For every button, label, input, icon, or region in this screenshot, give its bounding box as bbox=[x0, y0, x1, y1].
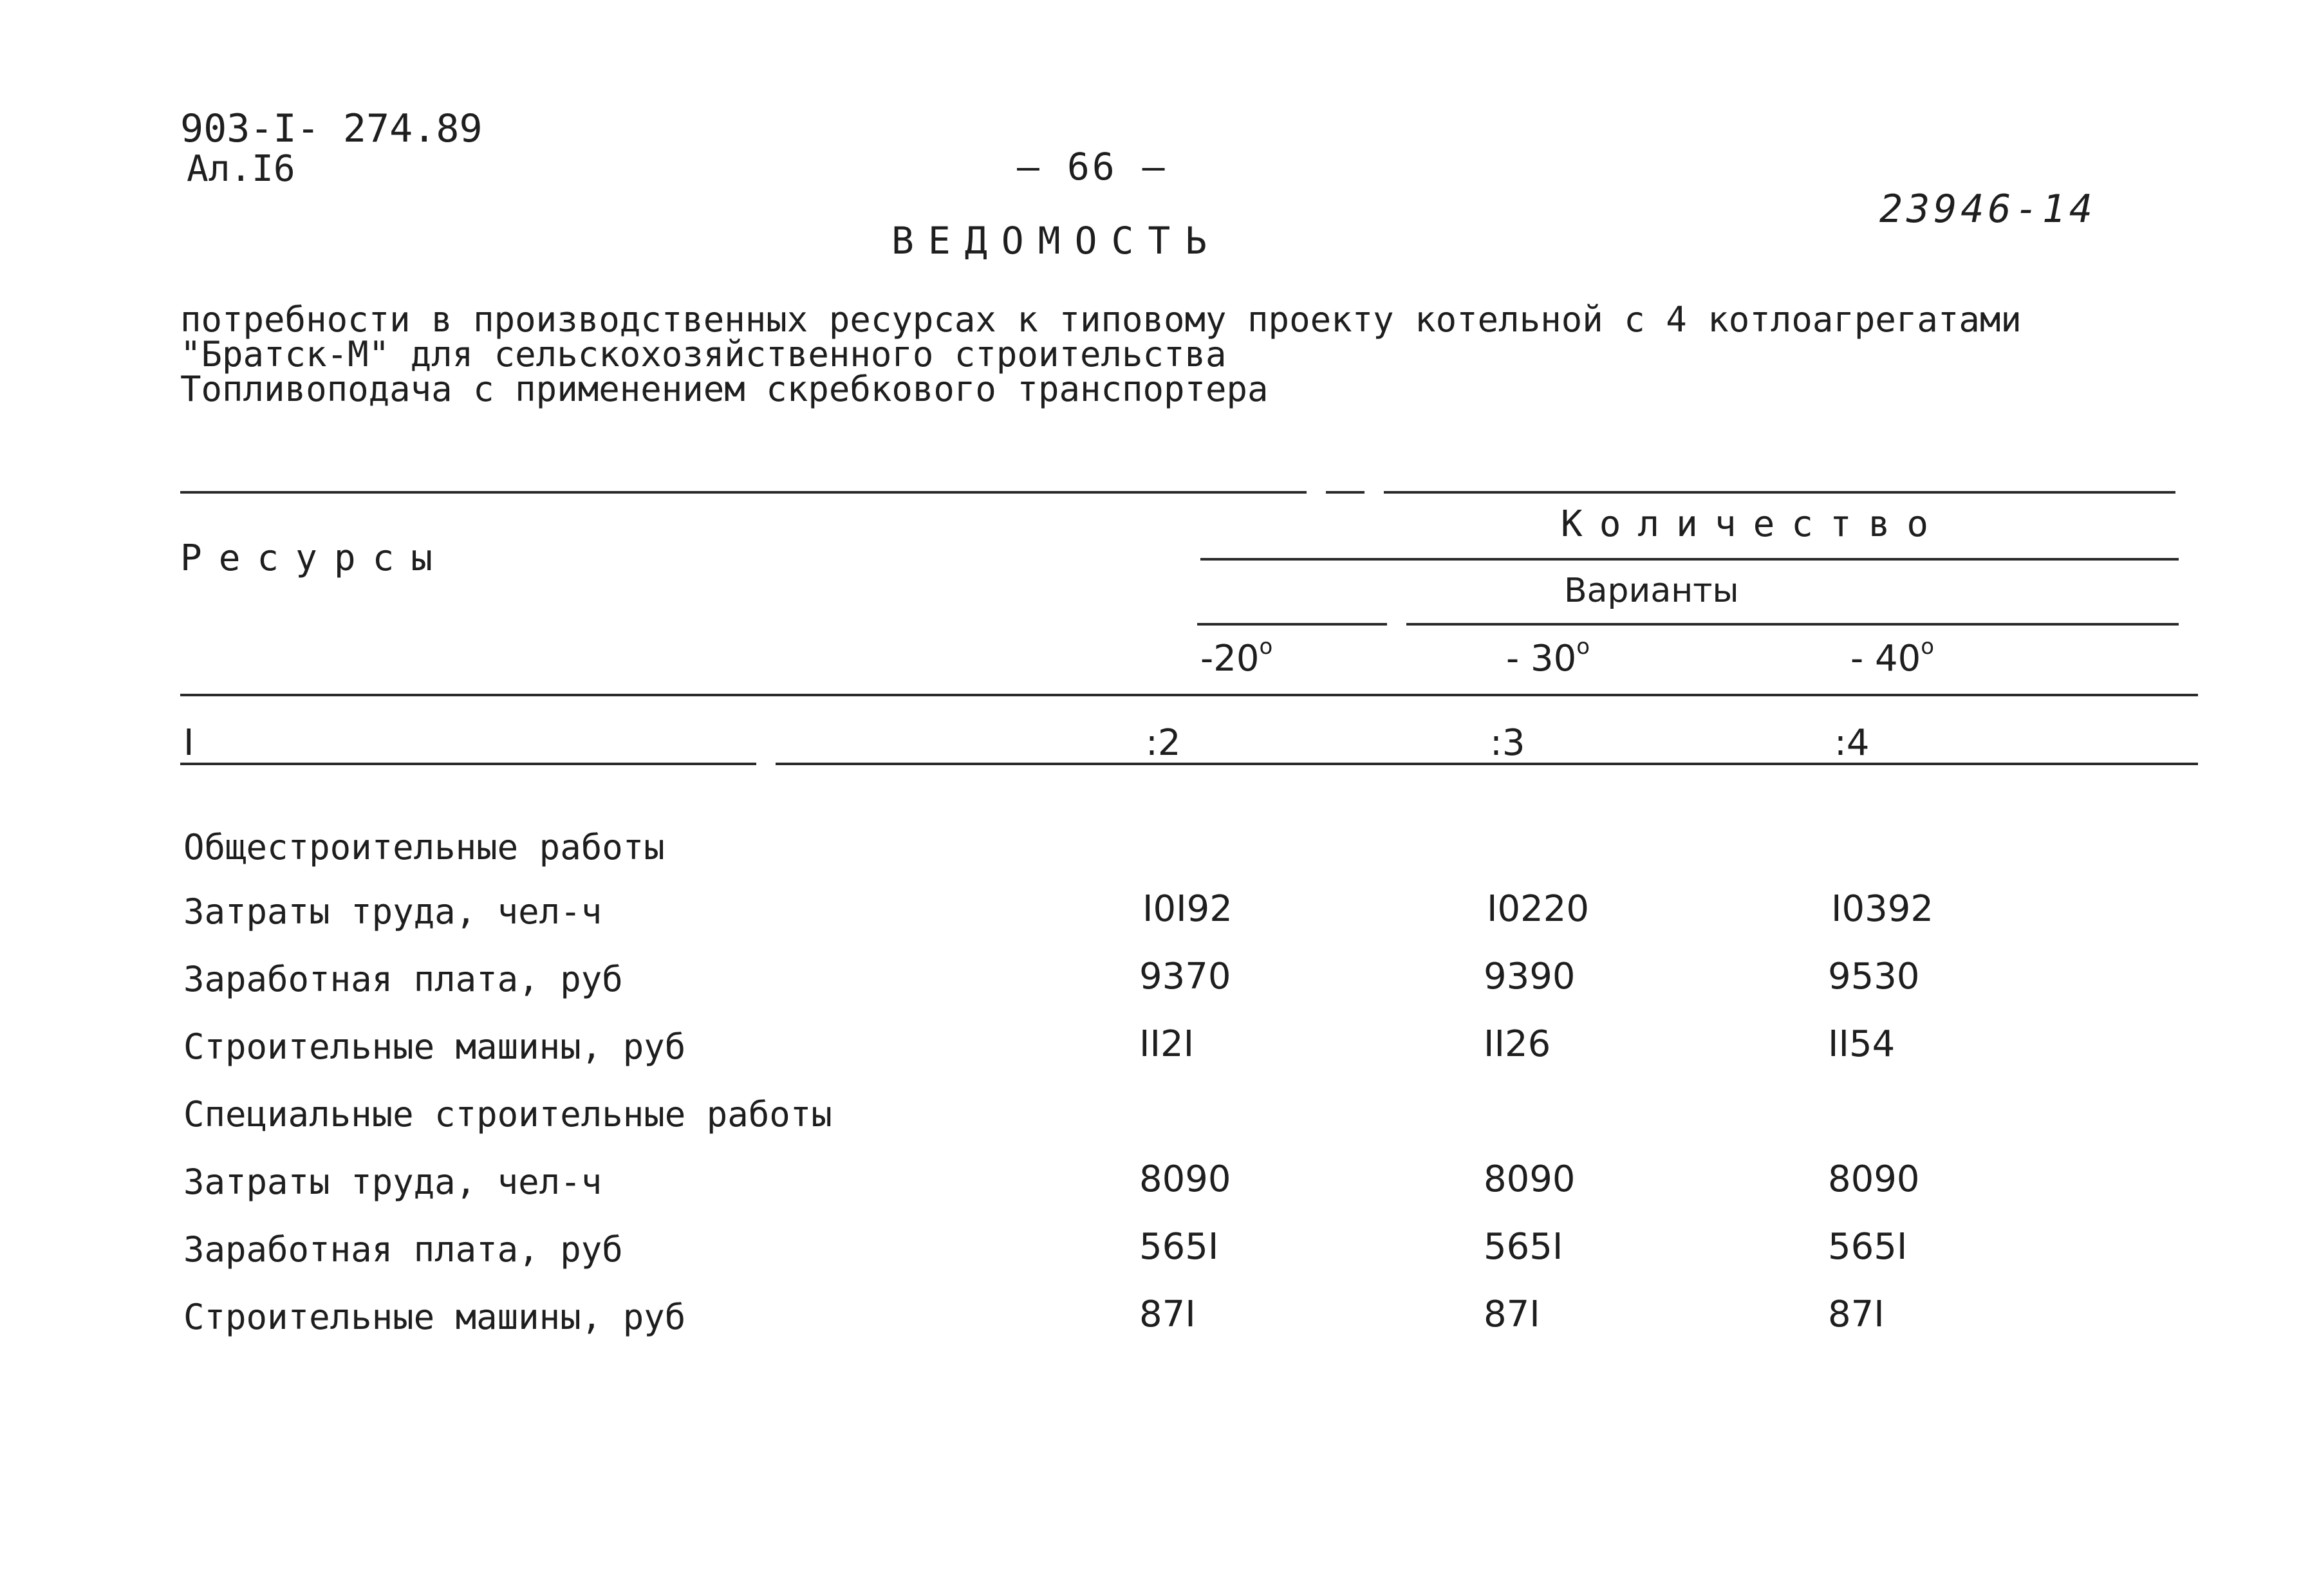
table-row-label: Затраты труда, чел-ч bbox=[183, 891, 602, 932]
document-code: 903-I- 274.89 bbox=[180, 106, 483, 151]
subtitle-line-1: потребности в производственных ресурсах к типовому проекту котельной с 4 котлоагрегатами bbox=[180, 299, 2022, 340]
table-row-label: Общестроительные работы bbox=[183, 827, 665, 868]
column-header-minus40: - $40^о$ bbox=[1850, 634, 1935, 680]
table-cell: 9530 bbox=[1828, 956, 1920, 998]
column-number-4: :4 bbox=[1834, 722, 1870, 764]
variants-rule-right bbox=[1406, 623, 2179, 626]
sheet-number: Ал.I6 bbox=[187, 148, 295, 190]
table-row-label: Строительные машины, руб bbox=[183, 1297, 686, 1337]
table-cell: 87I bbox=[1484, 1294, 1540, 1335]
subtitle-line-3: Топливоподача с применением скребкового транспортера bbox=[180, 369, 1269, 409]
page-number: – 66 – bbox=[1017, 145, 1168, 189]
resources-header: Ресурсы bbox=[180, 537, 450, 579]
table-row-label: Специальные строительные работы bbox=[183, 1094, 832, 1135]
table-cell: II26 bbox=[1484, 1023, 1551, 1065]
table-row-label: Затраты труда, чел-ч bbox=[183, 1162, 602, 1202]
variants-header: Варианты bbox=[1564, 571, 1739, 610]
quantity-rule bbox=[1200, 558, 2179, 561]
quantity-header: Количество bbox=[1561, 503, 1946, 545]
column-numbers-rule-right bbox=[776, 763, 2198, 765]
table-top-rule-right bbox=[1384, 491, 2175, 494]
table-cell: I0I92 bbox=[1142, 888, 1233, 930]
table-cell: 87I bbox=[1828, 1294, 1885, 1335]
table-cell: 8090 bbox=[1828, 1158, 1920, 1200]
table-cell: II54 bbox=[1828, 1023, 1895, 1065]
table-cell: 9370 bbox=[1139, 956, 1231, 998]
table-row-label: Строительные машины, руб bbox=[183, 1026, 686, 1067]
table-row-label: Заработная плата, руб bbox=[183, 1229, 623, 1270]
document-title: ВЕДОМОСТЬ bbox=[891, 219, 1222, 263]
table-cell: I0392 bbox=[1831, 888, 1934, 930]
table-row-label: Заработная плата, руб bbox=[183, 959, 623, 999]
table-cell: 87I bbox=[1139, 1294, 1196, 1335]
registration-number: 23946-14 bbox=[1879, 187, 2096, 232]
header-bottom-rule bbox=[180, 694, 2198, 696]
column-header-minus20: $-20^о$ bbox=[1200, 634, 1273, 680]
subtitle-line-2: "Братск-М" для сельскохозяйственного строительства bbox=[180, 334, 1227, 375]
table-cell: 8090 bbox=[1139, 1158, 1231, 1200]
column-number-2: :2 bbox=[1146, 722, 1181, 764]
table-cell: 565I bbox=[1484, 1226, 1563, 1268]
table-cell: 565I bbox=[1828, 1226, 1908, 1268]
table-cell: 9390 bbox=[1484, 956, 1576, 998]
variants-rule-left bbox=[1197, 623, 1387, 626]
table-top-rule-left bbox=[180, 491, 1307, 494]
column-number-1: I bbox=[183, 722, 194, 764]
table-cell: 8090 bbox=[1484, 1158, 1576, 1200]
column-header-minus30: - $30^о$ bbox=[1506, 634, 1590, 680]
table-top-rule-mid bbox=[1326, 491, 1364, 494]
table-cell: II2I bbox=[1139, 1023, 1195, 1065]
table-cell: I0220 bbox=[1487, 888, 1590, 930]
table-cell: 565I bbox=[1139, 1226, 1219, 1268]
column-numbers-rule-left bbox=[180, 763, 756, 765]
column-number-3: :3 bbox=[1490, 722, 1525, 764]
